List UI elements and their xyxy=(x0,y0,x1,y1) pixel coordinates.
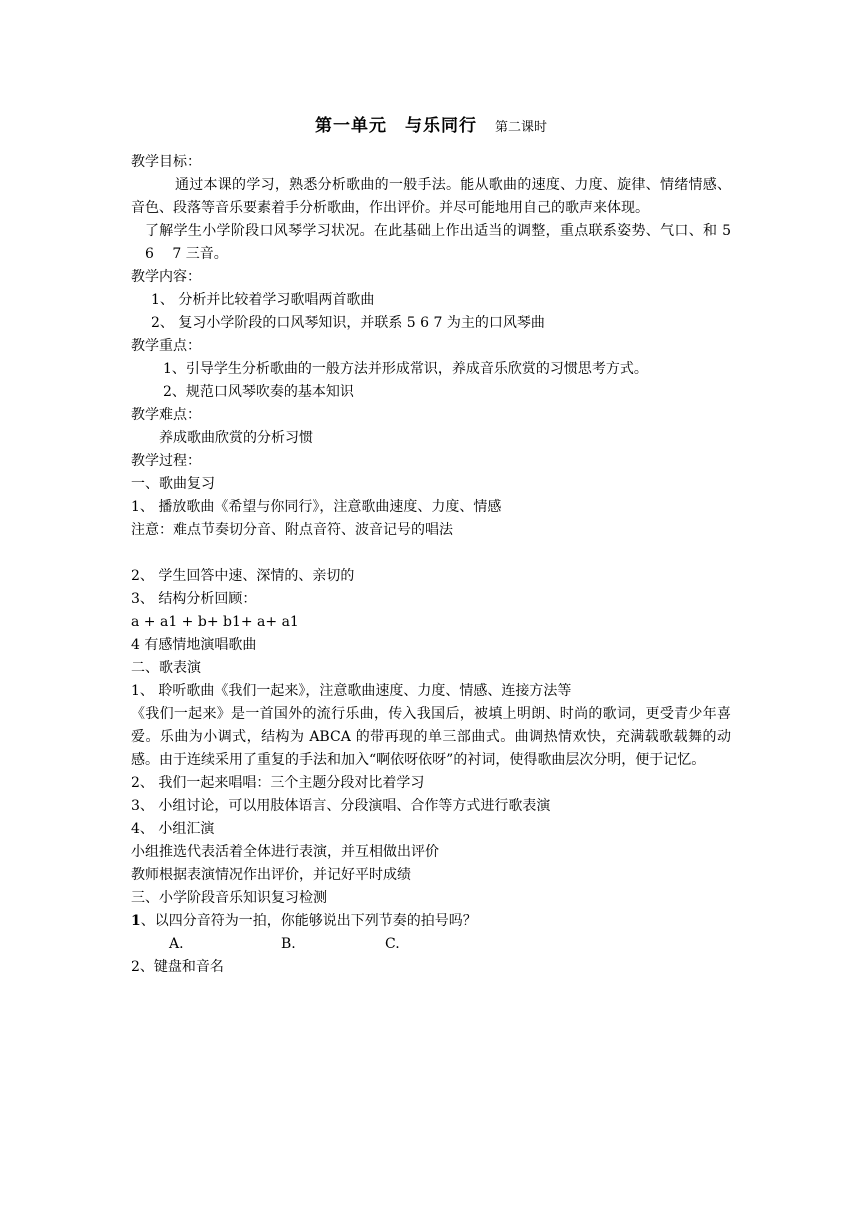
section-1-line-5: a + a1 + b+ b1+ a+ a1 xyxy=(131,614,299,630)
option-a-label: A. xyxy=(169,936,184,952)
section-1-line-3: 2、 学生回答中速、深情的、亲切的 xyxy=(131,568,355,584)
section-1-line-6: 4 有感情地演唱歌曲 xyxy=(131,637,257,653)
question-1-options xyxy=(131,933,731,956)
section-2-paragraph: 《我们一起来》是一首国外的流行乐曲，传入我国后，被填上明朗、时尚的歌词，更受青少年喜爱。乐曲为小调式，结构为 ABCA 的带再现的单三部曲式。曲调热情欢快，充满载歌载舞的动感。由于连续采用了重复的手法和加入“啊依呀依呀”的衬词，使得歌曲层次分明，便于记忆。 xyxy=(131,706,731,768)
title-sub: 第二课时 xyxy=(494,120,547,135)
section-2-heading: 二、歌表演 xyxy=(131,660,201,676)
keypoints-heading: 教学重点： xyxy=(131,338,201,354)
section-1-line-2: 注意：难点节奏切分音、附点音符、波音记号的唱法 xyxy=(131,522,453,538)
page-title xyxy=(131,115,731,139)
content-item-1: 1、 分析并比较着学习歌唱两首歌曲 xyxy=(151,292,375,308)
question-1-number: 1 xyxy=(131,913,141,929)
keypoints-item-2: 2、规范口风琴吹奏的基本知识 xyxy=(163,384,354,400)
question-1-text: 、以四分音符为一拍，你能够说出下列节奏的拍号吗？ xyxy=(140,913,477,929)
title-main: 第一单元 与乐同行 xyxy=(314,116,477,136)
content-item-2: 2、 复习小学阶段的口风琴知识，并联系 5 6 7 为主的口风琴曲 xyxy=(151,315,545,331)
option-b-label: B. xyxy=(281,936,296,952)
section-1-heading: 一、歌曲复习 xyxy=(131,476,215,492)
goals-paragraph-2: 了解学生小学阶段口风琴学习状况。在此基础上作出适当的调整，重点联系姿势、气口、和 5 6 7 三音。 xyxy=(131,223,731,262)
process-heading: 教学过程： xyxy=(131,453,201,469)
section-1-line-4: 3、 结构分析回顾： xyxy=(131,591,257,607)
option-c-label: C. xyxy=(385,936,400,952)
section-2-line-2: 2、 我们一起来唱唱：三个主题分段对比着学习 xyxy=(131,775,425,791)
section-2-line-4: 4、 小组汇演 xyxy=(131,821,215,837)
section-2-line-1: 1、 聆听歌曲《我们一起来》，注意歌曲速度、力度、情感、连接方法等 xyxy=(131,683,572,699)
difficulty-item-1: 养成歌曲欣赏的分析习惯 xyxy=(159,430,313,446)
goals-paragraph-1: 通过本课的学习，熟悉分析歌曲的一般手法。能从歌曲的速度、力度、旋律、情绪情感、音色、段落等音乐要素着手分析歌曲，作出评价。并尽可能地用自己的歌声来体现。 xyxy=(131,177,731,216)
goals-heading: 教学目标： xyxy=(131,154,201,170)
document-body xyxy=(131,151,731,979)
content-heading: 教学内容： xyxy=(131,269,201,285)
blank-line xyxy=(131,542,731,565)
section-1-line-1: 1、 播放歌曲《希望与你同行》，注意歌曲速度、力度、情感 xyxy=(131,499,502,515)
keypoints-item-1: 1、引导学生分析歌曲的一般方法并形成常识，养成音乐欣赏的习惯思考方式。 xyxy=(163,361,648,377)
section-3-question-2: 2、键盘和音名 xyxy=(131,959,224,975)
section-3-question-1 xyxy=(131,910,731,933)
section-2-line-6: 教师根据表演情况作出评价，并记好平时成绩 xyxy=(131,867,411,883)
section-3-heading: 三、小学阶段音乐知识复习检测 xyxy=(131,890,327,906)
section-2-line-5: 小组推选代表活着全体进行表演，并互相做出评价 xyxy=(131,844,439,860)
difficulty-heading: 教学难点： xyxy=(131,407,201,423)
section-2-line-3: 3、 小组讨论，可以用肢体语言、分段演唱、合作等方式进行歌表演 xyxy=(131,798,551,814)
